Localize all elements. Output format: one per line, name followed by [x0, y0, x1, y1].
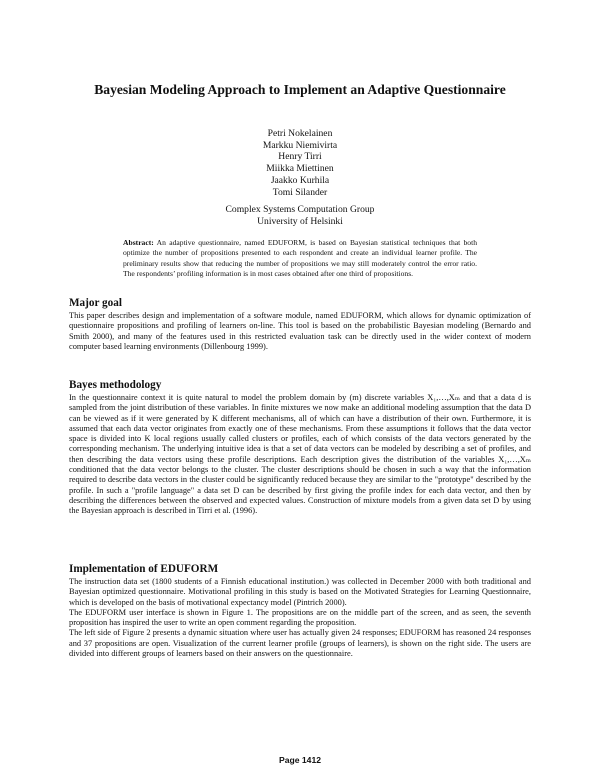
affiliation-university: University of Helsinki	[257, 215, 343, 227]
section-paragraph: The left side of Figure 2 presents a dynamic situation where user has actually given 24 responses; EDUFORM has reasoned 24 responses and 37 propositions are open. Visualization of the current learner profile (groups of learners), is shown on the right side. The users are divided into different groups of learners based on their answers on the questionnaire.	[69, 628, 531, 659]
section-heading: Major goal	[69, 297, 122, 309]
author-name: Petri Nokelainen	[267, 128, 333, 139]
abstract	[123, 238, 477, 279]
author-name: Markku Niemivirta	[262, 139, 338, 151]
section-paragraph: The EDUFORM user interface is shown in Figure 1. The propositions are on the middle part of the screen, and as seen, the seventh proposition has inspired the user to write an open comment regarding the proposition.	[69, 607, 531, 628]
section-paragraph: This paper describes design and implementation of a software module, named EDUFORM, which allows for dynamic optimization of questionnaire propositions and profiling of learners on-line. This tool is based on the probabilistic Bayesian modeling (Bernardo and Smith 2000), and many of the features used in this restricted evaluation task can be directly used in the wider context of modern computer based learning environments (Dillenbourg 1999).	[69, 311, 531, 351]
section-major-goal	[69, 297, 531, 352]
page-number: Page 1412	[278, 755, 322, 765]
author-list	[0, 128, 600, 198]
author-name: Henry Tirri	[278, 151, 322, 163]
section-implementation	[69, 563, 531, 659]
section-paragraph: The instruction data set (1800 students of a Finnish educational institution.) was collected in December 2000 with both traditional and Bayesian optimized questionnaire. Motivational profiling in this study is based on the Motivated Strategies for Learning Questionnaire, which is developed on the basis of motivational expectancy model (Pintrich 2000).	[69, 577, 531, 607]
abstract-text: An adaptive questionnaire, named EDUFORM, is based on Bayesian statistical techniques that both optimize the number of propositions presented to each respondent and create an individual learner profile. The preliminary results show that reducing the number of propositions we may still moderately control the error ratio. The respondents’ profiling information is in most cases obtained after one third of propositions.	[123, 238, 478, 278]
author-name: Tomi Silander	[272, 186, 328, 198]
section-paragraph: In the questionnaire context it is quite natural to model the problem domain by (m) discrete variables X₁,…,Xₘ and that a data d is sampled from the joint distribution of these variables. In finite mixtures we now make an additional modeling assumption that the data D can be viewed as if it were generated by K different mechanisms, all of which can have a distribution of their own. Furthermore, it is assumed that each data vector originates from exactly one of these mechanisms. From these assumptions it follows that the data vector space is divided into K local regions usually called clusters or profiles, each of which consists of the data vectors generated by the corresponding mechanism. The underlying intuitive idea is that a set of data vectors can be modeled by describing a set of profiles, and then describing the data vectors using these profile descriptions. Each description gives the distribution of the variables X₁,…,Xₘ conditioned that the data vector belongs to the cluster. The cluster descriptions should be chosen in such a way that the information required to describe data vectors in the cluster could be significantly reduced because they are similar to the "prototype" described by the profile. In such a "profile language" a data set D can be described by first giving the profile index for each data vector, and then by describing the differences between the observed and expected values. Construction of mixture models from a given data set D by using the Bayesian approach is described in Tirri et al. (1996).	[69, 393, 531, 516]
section-heading: Bayes methodology	[69, 379, 162, 391]
author-name: Miikka Miettinen	[266, 163, 334, 175]
author-name: Jaakko Kurhila	[270, 174, 330, 186]
paper-title: Bayesian Modeling Approach to Implement an Adaptive Questionnaire	[94, 82, 506, 97]
affiliation-group: Complex Systems Computation Group	[225, 204, 375, 215]
section-bayes-methodology	[69, 379, 531, 517]
affiliation	[0, 204, 600, 227]
abstract-label: Abstract:	[123, 238, 154, 247]
section-heading: Implementation of EDUFORM	[69, 563, 219, 575]
